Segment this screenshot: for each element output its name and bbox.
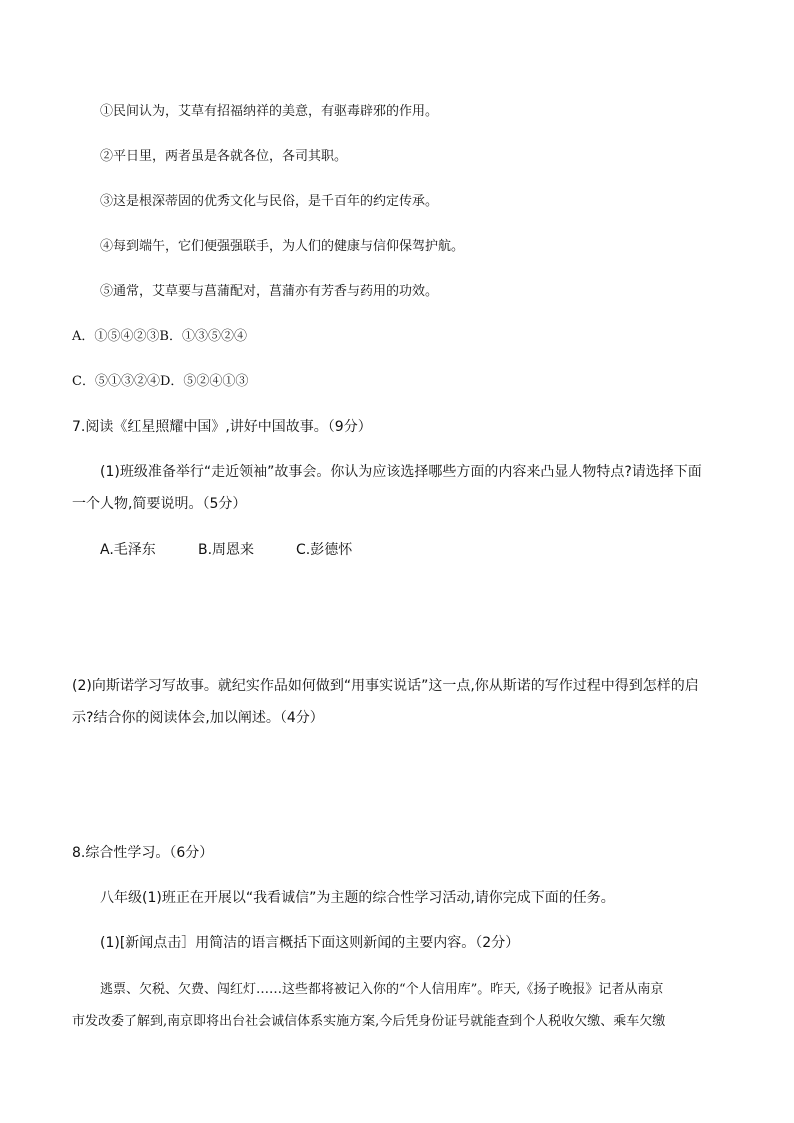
question-8-task1: (1)[新闻点击］用简洁的语言概括下面这则新闻的主要内容。（2分） [100,935,520,951]
person-option-b: B.周恩来 [198,542,255,558]
question-7-part1-line2: 一个人物,简要说明。（5分） [72,496,247,512]
question-8-title: 8.综合性学习。（6分） [72,845,214,861]
question-7-part2-line1: (2)向斯诺学习写故事。就纪实作品如何做到“用事实说话”这一点,你从斯诺的写作过程中得到怎样的启 [72,678,699,694]
question-8-intro: 八年级(1)班正在开展以“我看诚信”为主题的综合性学习活动,请你完成下面的任务。 [100,890,615,906]
choice-ab: A．①⑤④②③B．①③⑤②④ [72,329,247,344]
question-7-title: 7.阅读《红星照耀中国》,讲好中国故事。（9分） [72,419,372,435]
person-option-c: C.彭德怀 [296,542,353,558]
choice-cd: C．⑤①③②④D．⑤②④①③ [72,374,249,389]
sentence-4: ④每到端午，它们便强强联手，为人们的健康与信仰保驾护航。 [100,239,465,254]
sentence-2: ②平日里，两者虽是各就各位，各司其职。 [100,149,348,164]
news-line-1: 逃票、欠税、欠费、闯红灯……这些都将被记入你的“个人信用库”。昨天,《扬子晚报》记者从南京 [100,982,664,997]
person-option-a: A.毛泽东 [100,542,156,558]
question-7-part1-line1: (1)班级准备举行“走近领袖”故事会。你认为应该选择哪些方面的内容来凸显人物特点?请选择下面 [100,464,702,480]
news-line-2: 市发改委了解到,南京即将出台社会诚信体系实施方案,今后凭身份证号就能查到个人税收欠缴、乘车欠缴 [72,1014,666,1029]
sentence-5: ⑤通常，艾草要与菖蒲配对，菖蒲亦有芳香与药用的功效。 [100,284,439,299]
sentence-3: ③这是根深蒂固的优秀文化与民俗，是千百年的约定传承。 [100,194,439,209]
sentence-1: ①民间认为，艾草有招福纳祥的美意，有驱毒辟邪的作用。 [100,104,439,119]
question-7-part2-line2: 示?结合你的阅读体会,加以阐述。（4分） [72,710,324,726]
